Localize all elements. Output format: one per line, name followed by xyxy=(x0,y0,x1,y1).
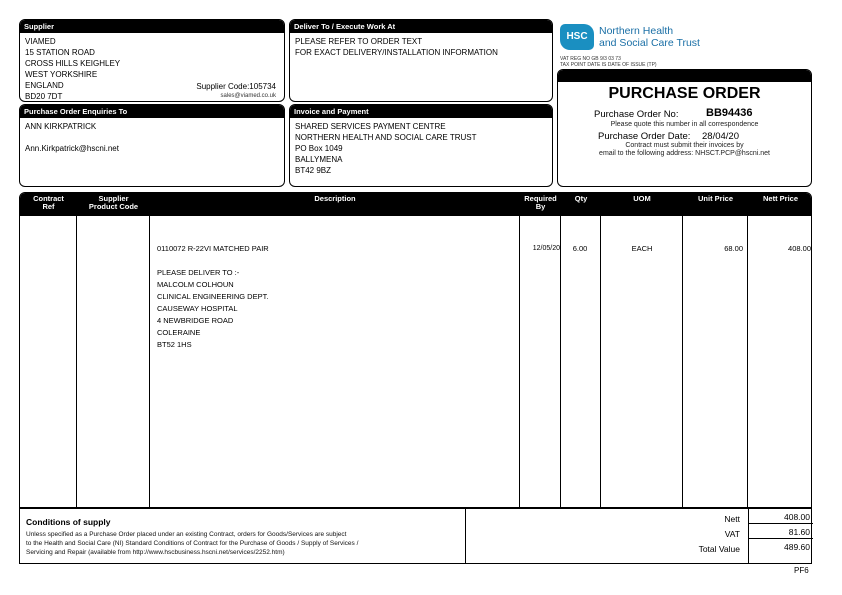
conditions-line: Servicing and Repair (available from http://www.hscbusiness.hscni.net/services/2252.htm) xyxy=(26,549,285,556)
invoice-line: SHARED SERVICES PAYMENT CENTRE xyxy=(295,122,446,131)
col-qty-label: Qty xyxy=(574,194,588,203)
supplier-heading: Supplier xyxy=(20,20,284,33)
conditions-title: Conditions of supply xyxy=(26,517,111,527)
vat-registration xyxy=(560,56,657,68)
trust-name-line1: Northern Health xyxy=(599,25,674,37)
trust-name-line2: and Social Care Trust xyxy=(599,37,700,49)
col-unit-price xyxy=(683,195,748,203)
description-line: CLINICAL ENGINEERING DEPT. xyxy=(157,292,269,301)
description-line: 4 NEWBRIDGE ROAD xyxy=(157,316,234,325)
enquiries-heading: Purchase Order Enquiries To xyxy=(20,105,284,118)
nett-label: Nett xyxy=(724,514,740,524)
purchase-order-box xyxy=(557,69,812,187)
supplier-line: 15 STATION ROAD xyxy=(25,48,95,57)
col-contract-ref-line2: Ref xyxy=(42,202,55,211)
purchase-order-header-bar xyxy=(558,70,811,82)
description-line: MALCOLM COLHOUN xyxy=(157,280,234,289)
nett-value: 408.00 xyxy=(784,512,810,522)
column-divider xyxy=(682,216,683,507)
col-supplier-code-line1: Supplier xyxy=(98,194,129,203)
row-unit-price: 68.00 xyxy=(724,244,743,253)
supplier-line: CROSS HILLS KEIGHLEY xyxy=(25,59,121,68)
purchase-order-title: PURCHASE ORDER xyxy=(608,85,761,102)
invoice-box xyxy=(289,104,553,187)
deliver-box xyxy=(289,19,553,102)
col-description xyxy=(150,195,520,203)
description-line xyxy=(157,255,269,267)
column-divider xyxy=(560,216,561,507)
totals-separator xyxy=(748,523,813,524)
trust-name xyxy=(599,25,700,49)
deliver-line: FOR EXACT DELIVERY/INSTALLATION INFORMATION xyxy=(295,48,498,57)
column-divider xyxy=(747,216,748,507)
total-value: 489.60 xyxy=(784,542,810,552)
po-date: 28/04/20 xyxy=(702,131,739,142)
supplier-box xyxy=(19,19,285,102)
col-nett-price-label: Nett Price xyxy=(762,194,798,203)
hsc-logo xyxy=(560,24,810,58)
description-line: PLEASE DELIVER TO :- xyxy=(157,268,240,277)
enquiries-box xyxy=(19,104,285,187)
supplier-code: Supplier Code:105734 xyxy=(196,82,276,91)
col-uom-label: UOM xyxy=(633,194,651,203)
po-number: BB94436 xyxy=(706,107,753,119)
total-label: Total Value xyxy=(698,544,740,554)
description-line: 0110072 R-22VI MATCHED PAIR xyxy=(157,244,269,253)
po-invoice-note-2: email to the following address: NHSCT.PCP@hscni.net xyxy=(599,150,770,157)
column-divider xyxy=(149,216,150,507)
vat-label: VAT xyxy=(724,529,740,539)
vat-value: 81.60 xyxy=(788,527,810,537)
deliver-heading: Deliver To / Execute Work At xyxy=(290,20,552,33)
col-nett-price xyxy=(748,195,812,203)
col-supplier-code-line2: Product Code xyxy=(88,202,139,211)
invoice-line: PO Box 1049 xyxy=(295,144,343,153)
supplier-line: VIAMED xyxy=(25,37,56,46)
col-contract-ref xyxy=(20,195,77,211)
vat-line: VAT REG NO GB 9/3 03 73 xyxy=(560,56,621,62)
conditions-line: to the Health and Social Care (NI) Standard Conditions of Contract for the Purchase of Goods / Supply of Services / xyxy=(26,540,359,547)
invoice-line: BALLYMENA xyxy=(295,155,343,164)
supplier-line: ENGLAND xyxy=(25,81,64,90)
col-qty xyxy=(561,195,601,203)
row-description xyxy=(157,243,269,351)
enquiries-spacer xyxy=(25,132,279,143)
totals-divider xyxy=(748,509,749,563)
conditions-line: Unless specified as a Purchase Order placed under an existing Contract, orders for Goods/Services are subject xyxy=(26,531,347,538)
conditions-text xyxy=(26,530,459,557)
row-uom: EACH xyxy=(631,244,653,253)
row-qty: 6.00 xyxy=(572,244,588,253)
invoice-heading: Invoice and Payment xyxy=(290,105,552,118)
column-divider xyxy=(76,216,77,507)
deliver-line: PLEASE REFER TO ORDER TEXT xyxy=(295,37,423,46)
supplier-email: sales@viamed.co.uk xyxy=(220,93,276,99)
totals-separator xyxy=(748,538,813,539)
invoice-line: BT42 9BZ xyxy=(295,166,332,175)
description-line: COLERAINE xyxy=(157,328,201,337)
column-divider xyxy=(519,216,520,507)
col-description-label: Description xyxy=(314,194,356,203)
enquiries-email: Ann.Kirkpatrick@hscni.net xyxy=(25,144,119,153)
totals-footer xyxy=(19,508,812,564)
col-required-by-line2: By xyxy=(535,202,546,211)
row-required-by: 12/05/20 xyxy=(532,245,560,252)
column-divider xyxy=(600,216,601,507)
line-items-table xyxy=(19,192,812,508)
col-required-by-line1: Required xyxy=(524,194,557,203)
col-contract-ref-line1: Contract xyxy=(33,194,64,203)
page-code: PF6 xyxy=(794,566,809,575)
hsc-badge-icon: HSC xyxy=(560,24,594,50)
col-supplier-code xyxy=(77,195,150,211)
col-required-by xyxy=(520,195,561,211)
enquiries-contact-name: ANN KIRKPATRICK xyxy=(25,122,97,131)
po-quote-note: Please quote this number in all correspondence xyxy=(610,121,759,128)
po-invoice-note-1: Contract must submit their invoices by xyxy=(625,142,744,149)
po-number-label: Purchase Order No: xyxy=(594,109,679,120)
description-line: CAUSEWAY HOSPITAL xyxy=(157,304,238,313)
col-uom xyxy=(601,195,683,203)
invoice-line: NORTHERN HEALTH AND SOCIAL CARE TRUST xyxy=(295,133,477,142)
supplier-line: WEST YORKSHIRE xyxy=(25,70,98,79)
row-nett-price: 408.00 xyxy=(788,244,811,253)
supplier-line: BD20 7DT xyxy=(25,92,63,101)
col-unit-price-label: Unit Price xyxy=(697,194,733,203)
description-line: BT52 1HS xyxy=(157,340,192,349)
table-header xyxy=(20,193,811,216)
po-date-label: Purchase Order Date: xyxy=(598,131,691,142)
tax-point-line: TAX POINT DATE IS DATE OF ISSUE (TP) xyxy=(560,62,657,68)
conditions-of-supply xyxy=(20,509,466,563)
